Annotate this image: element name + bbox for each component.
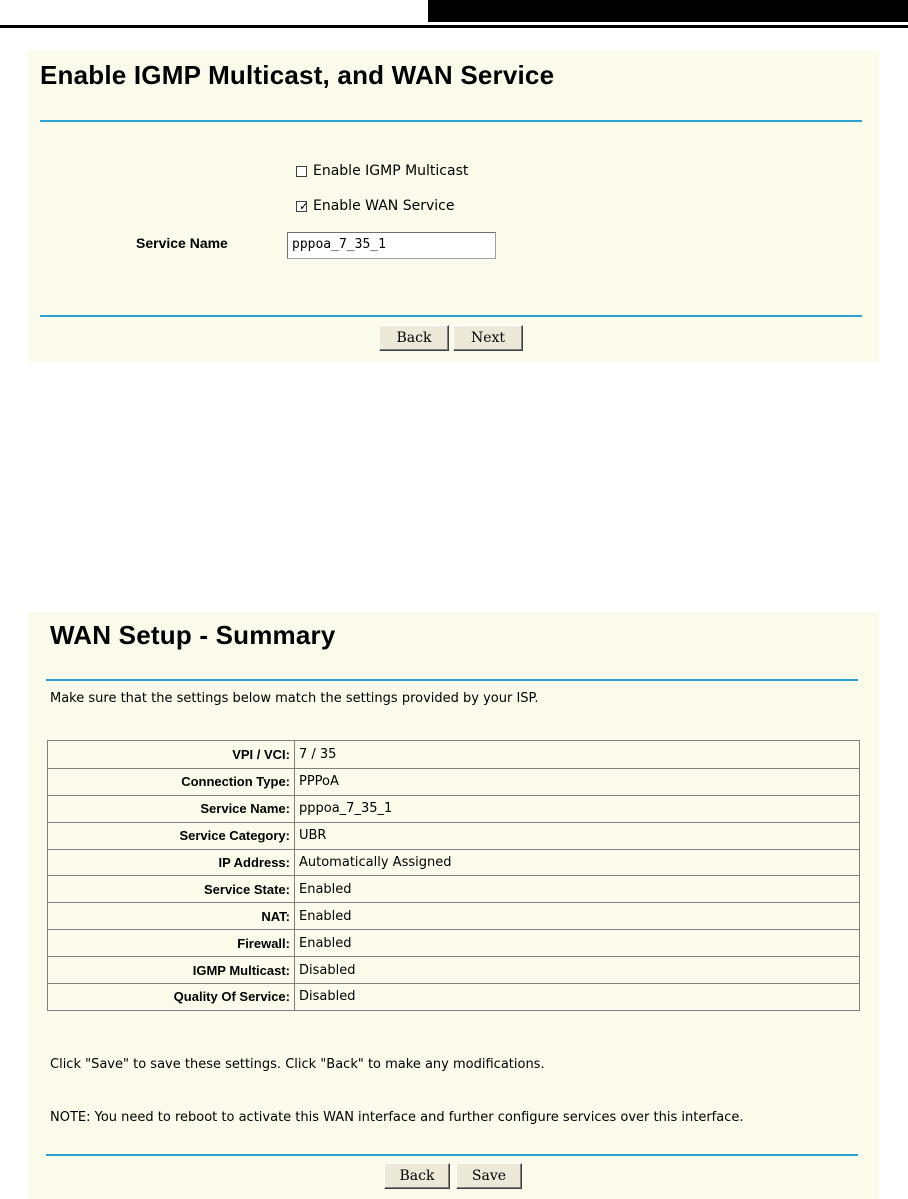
table-row [48,741,859,768]
summary-value-cell: Enabled [294,902,859,929]
summary-key-cell: Quality Of Service: [48,983,294,1010]
summary-key-cell: IGMP Multicast: [48,956,294,983]
table-row [48,822,859,849]
summary-key-cell: Service Category: [48,822,294,849]
table-row [48,983,859,1010]
summary-key-cell: Firewall: [48,929,294,956]
table-row [48,929,859,956]
table-row [48,875,859,902]
summary-page-title: WAN Setup - Summary [50,620,336,650]
table-row [48,956,859,983]
wan-service-option[interactable] [296,198,454,214]
igmp-multicast-checkbox[interactable] [296,166,307,177]
igmp-page-title: Enable IGMP Multicast, and WAN Service [40,60,555,90]
back-button[interactable]: Back [379,325,449,351]
summary-value-cell: 7 / 35 [294,741,859,768]
igmp-multicast-option[interactable] [296,163,468,179]
document-header-rule [0,25,908,28]
summary-back-button[interactable]: Back [384,1163,450,1189]
save-button[interactable]: Save [456,1163,522,1189]
wan-service-label: Enable WAN Service [313,198,455,214]
summary-key-cell: Connection Type: [48,768,294,795]
igmp-top-divider [40,120,862,122]
summary-bottom-divider [46,1154,858,1156]
summary-intro-text: Make sure that the settings below match the settings provided by your ISP. [50,691,539,706]
summary-value-cell: Automatically Assigned [294,849,859,876]
summary-value-cell: Disabled [294,956,859,983]
summary-table [47,740,860,1011]
document-header-bar [428,0,908,22]
table-row [48,902,859,929]
summary-key-cell: Service Name: [48,795,294,822]
table-row [48,768,859,795]
summary-key-cell: VPI / VCI: [232,746,290,762]
table-row [48,795,859,822]
summary-value-cell: Disabled [294,983,859,1010]
service-name-input[interactable]: pppoa_7_35_1 [287,232,496,259]
summary-value-cell: UBR [294,822,859,849]
igmp-bottom-divider [40,315,862,317]
summary-value-cell: Enabled [294,929,859,956]
check-mark-icon: ✓ [299,198,310,213]
save-hint-text: Click "Save" to save these settings. Click "Back" to make any modifications. [50,1057,545,1072]
next-button[interactable]: Next [453,325,523,351]
summary-value-cell: PPPoA [294,768,859,795]
summary-key-cell: IP Address: [48,849,294,876]
igmp-multicast-label: Enable IGMP Multicast [313,163,469,179]
summary-value-cell: pppoa_7_35_1 [294,795,859,822]
table-row [48,849,859,876]
wan-service-checkbox[interactable] [296,198,310,213]
summary-key-cell: Service State: [48,875,294,902]
summary-value-cell: Enabled [294,875,859,902]
service-name-label: Service Name [136,235,228,251]
reboot-note-text: NOTE: You need to reboot to activate this WAN interface and further configure services over this interface. [50,1110,744,1125]
summary-key-cell: NAT: [48,902,294,929]
summary-top-divider [46,679,858,681]
